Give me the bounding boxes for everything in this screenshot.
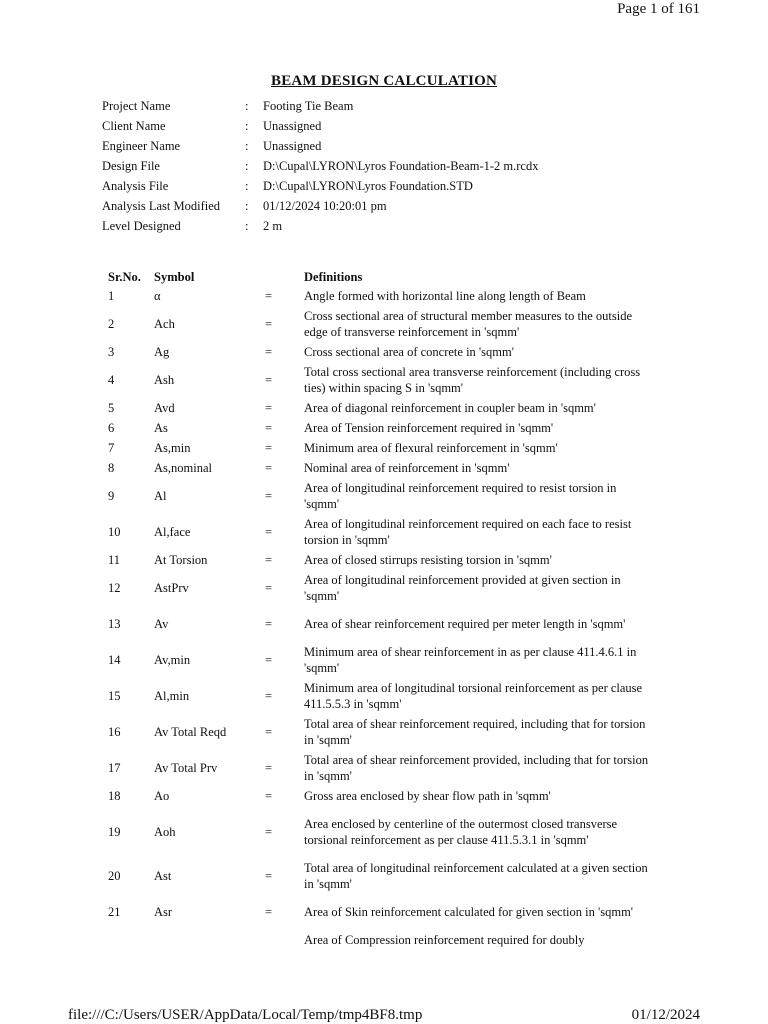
project-info bbox=[102, 96, 538, 236]
definition-symbol: Al bbox=[154, 489, 167, 503]
definition-symbol: Av Total Reqd bbox=[154, 725, 227, 739]
definition-symbol: Asr bbox=[154, 905, 173, 919]
meta-value: 2 m bbox=[263, 219, 283, 233]
meta-row bbox=[102, 216, 538, 236]
definition-equals: = bbox=[265, 825, 273, 839]
definition-equals: = bbox=[265, 525, 273, 539]
definition-symbol: Avd bbox=[154, 401, 175, 415]
definition-equals: = bbox=[265, 489, 273, 503]
definition-row bbox=[108, 606, 654, 642]
meta-label: Analysis File bbox=[102, 179, 169, 193]
definition-symbol: Av,min bbox=[154, 653, 191, 667]
definition-symbol: Av Total Prv bbox=[154, 761, 218, 775]
meta-row bbox=[102, 196, 538, 216]
definition-symbol: Al,face bbox=[154, 525, 191, 539]
definition-text: Area of Compression reinforcement required for doubly bbox=[304, 933, 585, 947]
definition-row bbox=[108, 806, 654, 858]
meta-row bbox=[102, 156, 538, 176]
definition-text: Area of longitudinal reinforcement required to resist torsion in 'sqmm' bbox=[304, 481, 617, 511]
meta-colon: : bbox=[245, 219, 249, 233]
definition-row bbox=[108, 286, 654, 306]
definitions-table bbox=[108, 268, 654, 950]
meta-label: Design File bbox=[102, 159, 160, 173]
definitions-header bbox=[108, 268, 654, 286]
definition-equals: = bbox=[265, 617, 273, 631]
definition-equals: = bbox=[265, 653, 273, 667]
definition-sr-no: 11 bbox=[108, 553, 121, 567]
definition-equals: = bbox=[265, 581, 273, 595]
definition-row bbox=[108, 858, 654, 894]
definition-text: Area of diagonal reinforcement in coupler beam in 'sqmm' bbox=[304, 401, 596, 415]
definition-symbol: As bbox=[154, 421, 168, 435]
definition-sr-no: 19 bbox=[108, 825, 121, 839]
definition-sr-no: 9 bbox=[108, 489, 115, 503]
definition-text: Area of Tension reinforcement required in 'sqmm' bbox=[304, 421, 554, 435]
definition-equals: = bbox=[265, 345, 273, 359]
definition-symbol: Aoh bbox=[154, 825, 176, 839]
definition-text: Cross sectional area of structural member measures to the outside edge of transverse reinforcement in 'sqmm' bbox=[304, 309, 633, 339]
meta-colon: : bbox=[245, 179, 249, 193]
definition-sr-no: 10 bbox=[108, 525, 121, 539]
definition-sr-no: 16 bbox=[108, 725, 121, 739]
meta-value: Unassigned bbox=[263, 139, 322, 153]
header-symbol: Symbol bbox=[154, 270, 195, 284]
definition-symbol: Ao bbox=[154, 789, 170, 803]
meta-row bbox=[102, 176, 538, 196]
definition-symbol: Ach bbox=[154, 317, 175, 331]
definition-equals: = bbox=[265, 289, 273, 303]
page-number: Page 1 of 161 bbox=[617, 1, 700, 17]
definition-text: Nominal area of reinforcement in 'sqmm' bbox=[304, 461, 510, 475]
definitions-body bbox=[108, 286, 654, 950]
meta-label: Project Name bbox=[102, 99, 171, 113]
definition-row bbox=[108, 750, 654, 786]
definition-text: Area of shear reinforcement required per meter length in 'sqmm' bbox=[304, 617, 626, 631]
meta-row bbox=[102, 96, 538, 116]
definition-equals: = bbox=[265, 461, 273, 475]
definition-symbol: Av bbox=[154, 617, 169, 631]
definition-text: Area of longitudinal reinforcement provided at given section in 'sqmm' bbox=[304, 573, 621, 603]
definition-sr-no: 8 bbox=[108, 461, 115, 475]
definition-row bbox=[108, 438, 654, 458]
definition-row bbox=[108, 550, 654, 570]
definition-row bbox=[108, 714, 654, 750]
meta-label: Level Designed bbox=[102, 219, 181, 233]
definition-sr-no: 15 bbox=[108, 689, 121, 703]
definition-row bbox=[108, 362, 654, 398]
definition-text: Minimum area of flexural reinforcement in 'sqmm' bbox=[304, 441, 558, 455]
definition-sr-no: 13 bbox=[108, 617, 121, 631]
definition-symbol: Ash bbox=[154, 373, 175, 387]
definition-row bbox=[108, 514, 654, 550]
definition-equals: = bbox=[265, 905, 273, 919]
definition-symbol: Al,min bbox=[154, 689, 190, 703]
definition-text: Total cross sectional area transverse reinforcement (including cross ties) within spacing S in 'sqmm' bbox=[304, 365, 641, 395]
definition-text: Area of closed stirrups resisting torsion in 'sqmm' bbox=[304, 553, 552, 567]
definition-row bbox=[108, 342, 654, 362]
definition-equals: = bbox=[265, 689, 273, 703]
definition-symbol: AstPrv bbox=[154, 581, 189, 595]
definition-sr-no: 4 bbox=[108, 373, 115, 387]
definition-symbol: Ast bbox=[154, 869, 172, 883]
meta-value: Footing Tie Beam bbox=[263, 99, 354, 113]
definition-text: Area enclosed by centerline of the outermost closed transverse torsional reinforcement as per clause 411.5.3.1 in 'sqmm' bbox=[304, 817, 618, 847]
definition-text: Angle formed with horizontal line along length of Beam bbox=[304, 289, 586, 303]
meta-value: Unassigned bbox=[263, 119, 322, 133]
definition-row bbox=[108, 478, 654, 514]
footer-file-path: file:///C:/Users/USER/AppData/Local/Temp/tmp4BF8.tmp bbox=[68, 1007, 423, 1023]
definition-equals: = bbox=[265, 401, 273, 415]
definition-symbol: α bbox=[154, 289, 161, 303]
definition-row bbox=[108, 570, 654, 606]
definition-row bbox=[108, 894, 654, 930]
meta-colon: : bbox=[245, 119, 249, 133]
definition-sr-no: 7 bbox=[108, 441, 115, 455]
definition-sr-no: 3 bbox=[108, 345, 115, 359]
definition-text: Total area of shear reinforcement provided, including that for torsion in 'sqmm' bbox=[304, 753, 649, 783]
footer-date: 01/12/2024 bbox=[631, 1007, 700, 1023]
definition-text: Minimum area of longitudinal torsional reinforcement as per clause 411.5.5.3 in 'sqmm' bbox=[304, 681, 643, 711]
definition-text: Minimum area of shear reinforcement in as per clause 411.4.6.1 in 'sqmm' bbox=[304, 645, 637, 675]
definition-equals: = bbox=[265, 761, 273, 775]
definition-symbol: As,nominal bbox=[154, 461, 212, 475]
definition-row bbox=[108, 642, 654, 678]
definition-text: Total area of longitudinal reinforcement calculated at a given section in 'sqmm' bbox=[304, 861, 648, 891]
definition-sr-no: 18 bbox=[108, 789, 121, 803]
meta-colon: : bbox=[245, 159, 249, 173]
definition-sr-no: 1 bbox=[108, 289, 115, 303]
definition-sr-no: 14 bbox=[108, 653, 121, 667]
definition-row bbox=[108, 418, 654, 438]
definition-sr-no: 20 bbox=[108, 869, 121, 883]
definition-equals: = bbox=[265, 789, 273, 803]
header-sr-no: Sr.No. bbox=[108, 270, 141, 284]
definition-sr-no: 17 bbox=[108, 761, 121, 775]
definition-equals: = bbox=[265, 421, 273, 435]
meta-label: Analysis Last Modified bbox=[102, 199, 221, 213]
definition-symbol: Ag bbox=[154, 345, 170, 359]
definition-symbol: As,min bbox=[154, 441, 191, 455]
meta-value: 01/12/2024 10:20:01 pm bbox=[263, 199, 387, 213]
definition-equals: = bbox=[265, 725, 273, 739]
meta-colon: : bbox=[245, 139, 249, 153]
definition-sr-no: 12 bbox=[108, 581, 121, 595]
definition-row bbox=[108, 786, 654, 806]
definition-equals: = bbox=[265, 373, 273, 387]
definition-symbol: At Torsion bbox=[154, 553, 208, 567]
definition-text: Total area of shear reinforcement required, including that for torsion in 'sqmm' bbox=[304, 717, 646, 747]
definition-sr-no: 21 bbox=[108, 905, 121, 919]
meta-colon: : bbox=[245, 199, 249, 213]
definition-sr-no: 6 bbox=[108, 421, 115, 435]
document-title: BEAM DESIGN CALCULATION bbox=[270, 73, 498, 89]
definition-row bbox=[108, 930, 654, 950]
definition-equals: = bbox=[265, 441, 273, 455]
definition-equals: = bbox=[265, 317, 273, 331]
definition-text: Cross sectional area of concrete in 'sqmm' bbox=[304, 345, 514, 359]
meta-row bbox=[102, 136, 538, 156]
definition-sr-no: 5 bbox=[108, 401, 115, 415]
header-definitions: Definitions bbox=[304, 270, 363, 284]
meta-row bbox=[102, 116, 538, 136]
meta-value: D:\Cupal\LYRON\Lyros Foundation.STD bbox=[263, 179, 473, 193]
definition-sr-no: 2 bbox=[108, 317, 115, 331]
meta-value: D:\Cupal\LYRON\Lyros Foundation-Beam-1-2 m.rcdx bbox=[263, 159, 539, 173]
definition-row bbox=[108, 458, 654, 478]
meta-label: Engineer Name bbox=[102, 139, 181, 153]
definition-row bbox=[108, 398, 654, 418]
definition-row bbox=[108, 306, 654, 342]
meta-colon: : bbox=[245, 99, 249, 113]
definition-text: Area of Skin reinforcement calculated for given section in 'sqmm' bbox=[304, 905, 634, 919]
definition-row bbox=[108, 678, 654, 714]
definition-equals: = bbox=[265, 869, 273, 883]
meta-label: Client Name bbox=[102, 119, 166, 133]
definition-equals: = bbox=[265, 553, 273, 567]
definition-text: Gross area enclosed by shear flow path in 'sqmm' bbox=[304, 789, 551, 803]
definition-text: Area of longitudinal reinforcement required on each face to resist torsion in 'sqmm' bbox=[304, 517, 632, 547]
